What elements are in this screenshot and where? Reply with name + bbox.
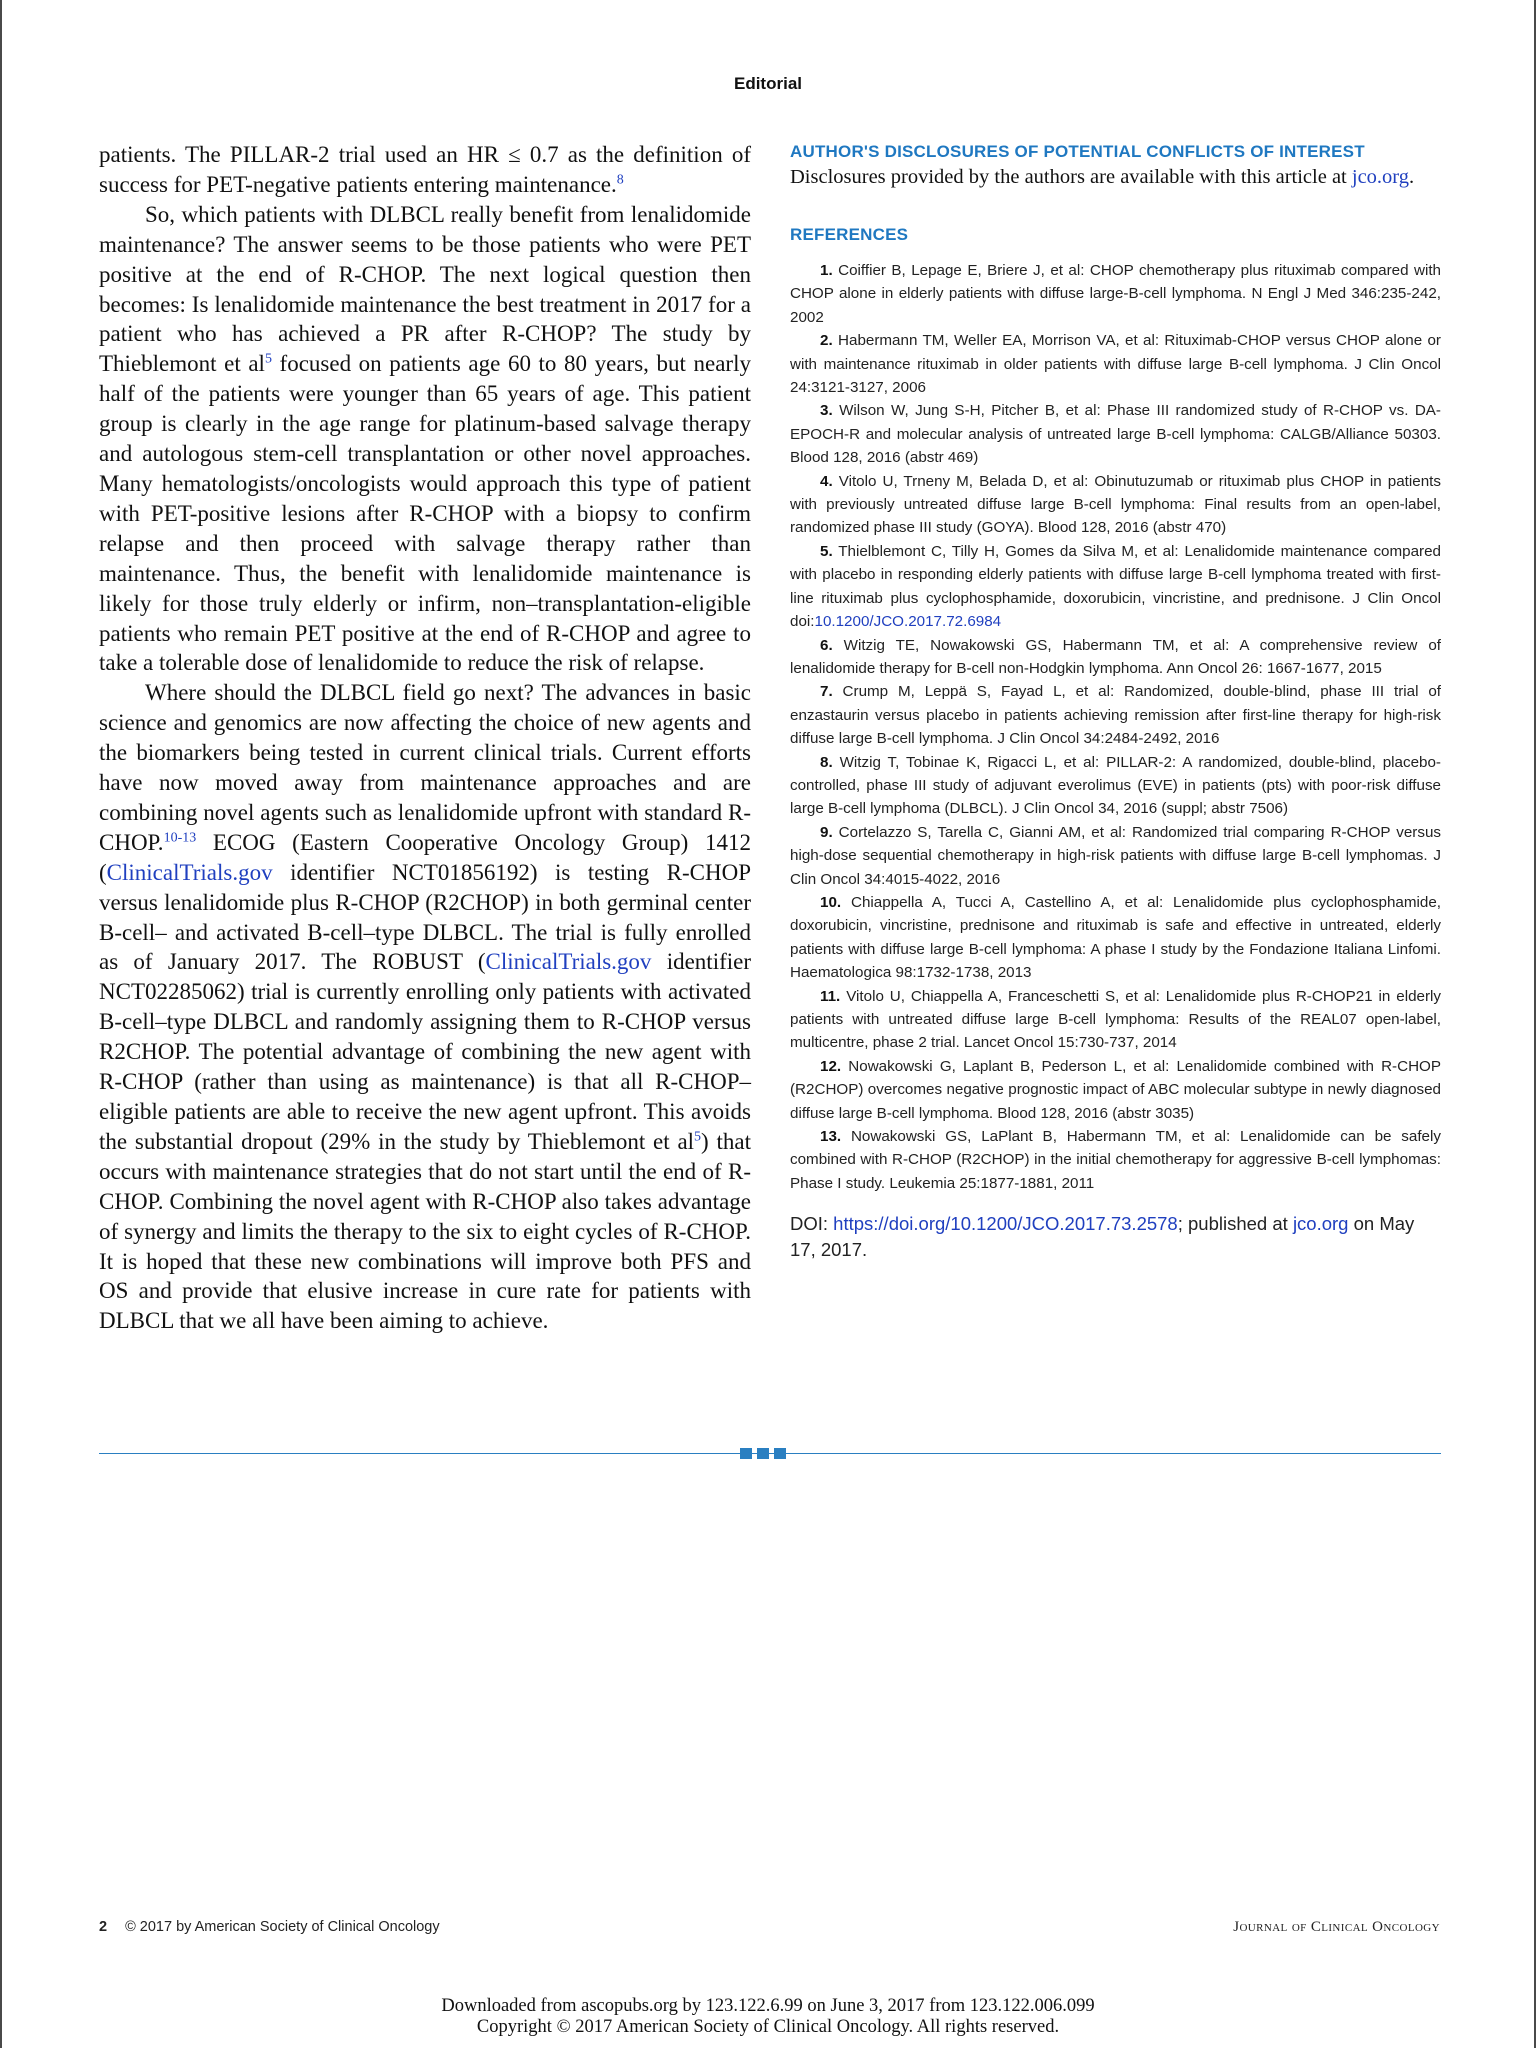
- side-column: [790, 142, 1441, 1282]
- main-text-column: [99, 140, 751, 1336]
- reference-item: 1. Coiffier B, Lepage E, Briere J, et al: CHOP chemotherapy plus rituximab compared with CHOP alone in elderly patients with diffuse large-B-cell lymphoma. N Engl J Med 346:235-242, 2002: [790, 262, 1441, 326]
- paragraph-3: Where should the DLBCL field go next? The advances in basic science and genomics are now affecting the choice of new agents and the biomarkers being tested in current clinical trials. Current efforts have now moved away from maintenance approaches and are combining novel agents such as lenalidomide upfront with standard R-CHOP.$^{10-13}$ ECOG (Eastern Cooperative Oncology Group) 1412 (ClinicalTrials.gov identifier NCT01856192) is testing R-CHOP versus lenalidomide plus R-CHOP (R2CHOP) in both germinal center B-cell– and activated B-cell–type DLBCL. The trial is fully enrolled as of January 2017. The ROBUST (ClinicalTrials.gov identifier NCT02285062) trial is currently enrolling only patients with activated B-cell–type DLBCL and randomly assigning them to R-CHOP versus R2CHOP. The potential advantage of combining the new agent with R-CHOP (rather than using as maintenance) is that all R-CHOP–eligible patients are able to receive the new agent upfront. This avoids the substantial dropout (29% in the study by Thieblemont et al$^5$) that occurs with maintenance strategies that do not start until the end of R-CHOP. Combining the novel agent with R-CHOP also takes advantage of synergy and limits the therapy to the six to eight cycles of R-CHOP. It is hoped that these new combinations will improve both PFS and OS and provide that elusive increase in cure rate for patients with DLBCL that we all have been aiming to achieve.: [99, 680, 752, 1334]
- download-line-2: Copyright © 2017 American Society of Clinical Oncology. All rights reserved.: [476, 2017, 1060, 2037]
- reference-item: 13. Nowakowski GS, LaPlant B, Habermann TM, et al: Lenalidomide can be safely combined with R-CHOP (R2CHOP) in the initial chemotherapy for aggressive B-cell lymphomas: Phase I study. Leukemia 25:1877-1881, 2011: [790, 1128, 1441, 1192]
- reference-item: 7. Crump M, Leppä S, Fayad L, et al: Randomized, double-blind, phase III trial of enzastaurin versus placebo in patients achieving remission after first-line therapy for high-risk diffuse large B-cell lymphoma. J Clin Oncol 34:2484-2492, 2016: [790, 683, 1441, 748]
- disclosures-heading: AUTHOR'S DISCLOSURES OF POTENTIAL CONFLICTS OF INTEREST: [790, 142, 1365, 161]
- page-border-left: [0, 0, 2, 2048]
- running-header: Editorial: [733, 74, 802, 93]
- reference-item: 11. Vitolo U, Chiappella A, Franceschetti S, et al: Lenalidomide plus R-CHOP21 in elderly patients with untreated diffuse large B-cell lymphoma: Results of the REAL07 open-label, multicentre, phase 2 trial. Lancet Oncol 15:730-737, 2014: [790, 987, 1441, 1052]
- reference-item: 9. Cortelazzo S, Tarella C, Gianni AM, et al: Randomized trial comparing R-CHOP versus high-dose sequential chemotherapy in high-risk patients with diffuse large B-cell lymphomas. J Clin Oncol 34:4015-4022, 2016: [790, 823, 1441, 888]
- clinicaltrials-link-1[interactable]: ClinicalTrials.gov: [106, 859, 273, 885]
- reference-item: 2. Habermann TM, Weller EA, Morrison VA, et al: Rituximab-CHOP versus CHOP alone or with maintenance rituximab in older patients with diffuse large B-cell lymphoma. J Clin Oncol 24:3121-3127, 2006: [790, 332, 1441, 397]
- reference-item: 3. Wilson W, Jung S-H, Pitcher B, et al: Phase III randomized study of R-CHOP vs. DA-EPOCH-R and molecular analysis of untreated large B-cell lymphoma: CALGB/Alliance 50303. Blood 128, 2016 (abstr 469): [790, 402, 1441, 467]
- doi-link[interactable]: https://doi.org/10.1200/JCO.2017.73.2578: [833, 1213, 1178, 1235]
- ref-link-10-13[interactable]: 10-13: [163, 830, 197, 846]
- paragraph-1: patients. The PILLAR-2 trial used an HR ≤ 0.7 as the definition of success for PET-negative patients entering maintenance.$^8$: [99, 142, 751, 197]
- jco-link-2[interactable]: jco.org: [1292, 1213, 1349, 1235]
- jco-link[interactable]: jco.org: [1351, 166, 1410, 188]
- paragraph-2: So, which patients with DLBCL really benefit from lenalidomide maintenance? The answer seems to be those patients who were PET positive at the end of R-CHOP. The next logical question then becomes: Is lenalidomide maintenance the best treatment in 2017 for a patient who has achieved a PR after R-CHOP? The study by Thieblemont et al$^5$ focused on patients age 60 to 80 years, but nearly half of the patients were younger than 65 years of age. This patient group is clearly in the age range for platinum-based salvage therapy and autologous stem-cell transplantation or other novel approaches. Many hematologists/oncologists would approach this type of patient with PET-positive lesions after R-CHOP with a biopsy to confirm relapse and then proceed with salvage therapy rather than maintenance. Thus, the benefit with lenalidomide maintenance is likely for those truly elderly or infirm, non–transplantation-eligible patients who remain PET positive at the end of R-CHOP and agree to take a tolerable dose of lenalidomide to reduce the risk of relapse.: [99, 201, 751, 676]
- references-heading: REFERENCES: [790, 225, 909, 244]
- page-number: 2: [99, 1919, 108, 1935]
- reference-item: 10. Chiappella A, Tucci A, Castellino A, et al: Lenalidomide plus cyclophosphamide, doxorubicin, vincristine, prednisone and rituximab is safe and effective in untreated, elderly patients with diffuse large B-cell lymphoma: A phase I study by the Fondazione Italiana Linfomi. Haematologica 98:1732-1738, 2013: [790, 893, 1441, 982]
- footer-journal: Journal of Clinical Oncology: [1233, 1919, 1440, 1935]
- reference-item: 12. Nowakowski G, Laplant B, Pederson L, et al: Lenalidomide combined with R-CHOP (R2CHOP) overcomes negative prognostic impact of ABC molecular subtype in newly diagnosed diffuse large B-cell lymphoma. Blood 128, 2016 (abstr 3035): [790, 1057, 1441, 1122]
- reference-item: 6. Witzig TE, Nowakowski GS, Habermann TM, et al: A comprehensive review of lenalidomide therapy for B-cell non-Hodgkin lymphoma. Ann Oncol 26: 1667-1677, 2015: [790, 636, 1441, 677]
- download-notice: [0, 1996, 1536, 2038]
- reference-list: [790, 259, 1441, 1195]
- reference-item: 8. Witzig T, Tobinae K, Rigacci L, et al: PILLAR-2: A randomized, double-blind, placebo-controlled, phase III study of adjuvant everolimus (EVE) in patients (pts) with poor-risk diffuse large B-cell lymphoma (DLBCL). J Clin Oncol 34, 2016 (suppl; abstr 7506): [790, 753, 1441, 818]
- doi-line: DOI: https://doi.org/10.1200/JCO.2017.73.2578; published at jco.org on May 17, 2017.: [790, 1213, 1415, 1261]
- ref-link-8[interactable]: 8: [616, 172, 624, 188]
- ref-link-5b[interactable]: 5: [694, 1129, 702, 1145]
- reference-item: 4. Vitolo U, Trneny M, Belada D, et al: Obinutuzumab or rituximab plus CHOP in patients with previously untreated diffuse large B-cell lymphoma: Final results from an open-label, randomized phase III study (GOYA). Blood 128, 2016 (abstr 470): [790, 472, 1441, 537]
- footer-copyright: © 2017 by American Society of Clinical Oncology: [125, 1919, 440, 1935]
- disclosures-text: Disclosures provided by the authors are available with this article at jco.org.: [790, 166, 1415, 188]
- reference-item: 5. Thielblemont C, Tilly H, Gomes da Silva M, et al: Lenalidomide maintenance compared with placebo in responding elderly patients with diffuse large B-cell lymphoma treated with first-line rituximab plus cyclophosphamide, doxorubicin, vincristine, and prednisone. J Clin Oncol doi:10.1200/JCO.2017.72.6984: [790, 542, 1441, 631]
- download-line-1: Downloaded from ascopubs.org by 123.122.6.99 on June 3, 2017 from 123.122.006.099: [441, 1996, 1095, 2016]
- ref-link-5[interactable]: 5: [264, 351, 272, 367]
- reference-doi-link[interactable]: 10.1200/JCO.2017.72.6984: [814, 613, 1002, 631]
- footer-left: [99, 1919, 440, 1935]
- clinicaltrials-link-2[interactable]: ClinicalTrials.gov: [485, 949, 652, 975]
- divider-ornament: [740, 1448, 786, 1459]
